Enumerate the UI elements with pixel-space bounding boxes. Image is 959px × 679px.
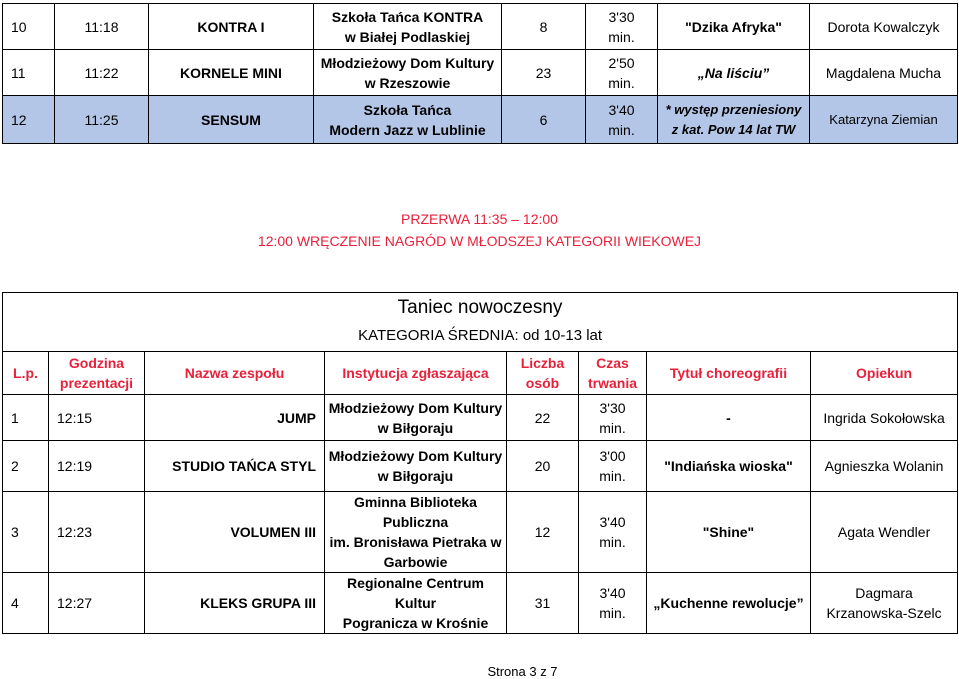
table-row xyxy=(3,492,958,573)
section-subtitle: KATEGORIA ŚREDNIA: od 10-13 lat xyxy=(358,327,603,344)
row-time: 12:27 xyxy=(49,573,145,634)
row-guardian: Agnieszka Wolanin xyxy=(811,441,958,492)
header-guardian: Opiekun xyxy=(811,352,958,395)
row-guardian: Dagmara Krzanowska-Szelc xyxy=(811,573,958,634)
table-row xyxy=(3,4,958,50)
row-number: 4 xyxy=(3,573,49,634)
row-title: - xyxy=(647,395,811,441)
row-group: KLEKS GRUPA III xyxy=(145,573,325,634)
row-title: "Indiańska wioska" xyxy=(647,441,811,492)
row-time: 11:22 xyxy=(55,50,149,96)
row-count: 20 xyxy=(507,441,579,492)
row-institution: Szkoła Tańca Modern Jazz w Lublinie xyxy=(314,96,502,144)
row-duration: 3'40 min. xyxy=(579,492,647,573)
header-time: Godzina prezentacji xyxy=(49,352,145,395)
row-group: KONTRA I xyxy=(149,4,314,50)
row-time: 12:23 xyxy=(49,492,145,573)
row-title: * występ przeniesiony z kat. Pow 14 lat TW xyxy=(658,96,810,144)
header-duration: Czas trwania xyxy=(579,352,647,395)
row-duration: 3'40 min. xyxy=(579,573,647,634)
row-time: 11:25 xyxy=(55,96,149,144)
row-count: 8 xyxy=(502,4,586,50)
row-title: "Shine" xyxy=(647,492,811,573)
row-institution: Regionalne Centrum Kultur Pogranicza w Krośnie xyxy=(325,573,507,634)
table-row xyxy=(3,50,958,96)
row-guardian: Agata Wendler xyxy=(811,492,958,573)
row-group: VOLUMEN III xyxy=(145,492,325,573)
row-count: 12 xyxy=(507,492,579,573)
section-header xyxy=(3,293,958,352)
row-group: SENSUM xyxy=(149,96,314,144)
header-number: L.p. xyxy=(3,352,49,395)
row-guardian: Magdalena Mucha xyxy=(810,50,958,96)
row-time: 12:15 xyxy=(49,395,145,441)
table-row xyxy=(3,441,958,492)
row-count: 23 xyxy=(502,50,586,96)
row-title: "Dzika Afryka" xyxy=(658,4,810,50)
row-duration: 3'30 min. xyxy=(579,395,647,441)
row-group: JUMP xyxy=(145,395,325,441)
row-institution: Młodzieżowy Dom Kultury w Biłgoraju xyxy=(325,395,507,441)
row-number: 10 xyxy=(3,4,55,50)
row-guardian: Dorota Kowalczyk xyxy=(810,4,958,50)
row-institution: Szkoła Tańca KONTRA w Białej Podlaskiej xyxy=(314,4,502,50)
row-duration: 3'00 min. xyxy=(579,441,647,492)
table-row xyxy=(3,573,958,634)
table-row xyxy=(3,96,958,144)
category-schedule-table xyxy=(2,292,958,634)
row-count: 31 xyxy=(507,573,579,634)
row-group: KORNELE MINI xyxy=(149,50,314,96)
row-institution: Gminna Biblioteka Publiczna im. Bronisława Pietraka w Garbowie xyxy=(325,492,507,573)
row-count: 6 xyxy=(502,96,586,144)
header-count: Liczba osób xyxy=(507,352,579,395)
row-number: 2 xyxy=(3,441,49,492)
header-institution: Instytucja zgłaszająca xyxy=(325,352,507,395)
row-number: 11 xyxy=(3,50,55,96)
row-duration: 3'40 min. xyxy=(586,96,658,144)
header-title: Tytuł choreografii xyxy=(647,352,811,395)
table-row xyxy=(3,395,958,441)
row-number: 3 xyxy=(3,492,49,573)
row-duration: 3'30 min. xyxy=(586,4,658,50)
row-title: „Na liściu” xyxy=(658,50,810,96)
row-guardian: Ingrida Sokołowska xyxy=(811,395,958,441)
break-notice: PRZERWA 11:35 – 12:00 xyxy=(401,211,558,227)
column-headers xyxy=(3,352,958,395)
row-count: 22 xyxy=(507,395,579,441)
row-number: 12 xyxy=(3,96,55,144)
award-notice: 12:00 WRĘCZENIE NAGRÓD W MŁODSZEJ KATEGORII WIEKOWEJ xyxy=(257,233,702,249)
row-number: 1 xyxy=(3,395,49,441)
page-number: Strona 3 z 7 xyxy=(487,664,558,679)
row-title: „Kuchenne rewolucje” xyxy=(647,573,811,634)
header-group: Nazwa zespołu xyxy=(145,352,325,395)
row-guardian: Katarzyna Ziemian xyxy=(810,96,958,144)
row-institution: Młodzieżowy Dom Kultury w Rzeszowie xyxy=(314,50,502,96)
row-time: 12:19 xyxy=(49,441,145,492)
row-group: STUDIO TAŃCA STYL xyxy=(145,441,325,492)
row-institution: Młodzieżowy Dom Kultury w Biłgoraju xyxy=(325,441,507,492)
row-time: 11:18 xyxy=(55,4,149,50)
section-title: Taniec nowoczesny xyxy=(397,297,563,318)
top-schedule-table xyxy=(2,3,958,144)
row-duration: 2'50 min. xyxy=(586,50,658,96)
